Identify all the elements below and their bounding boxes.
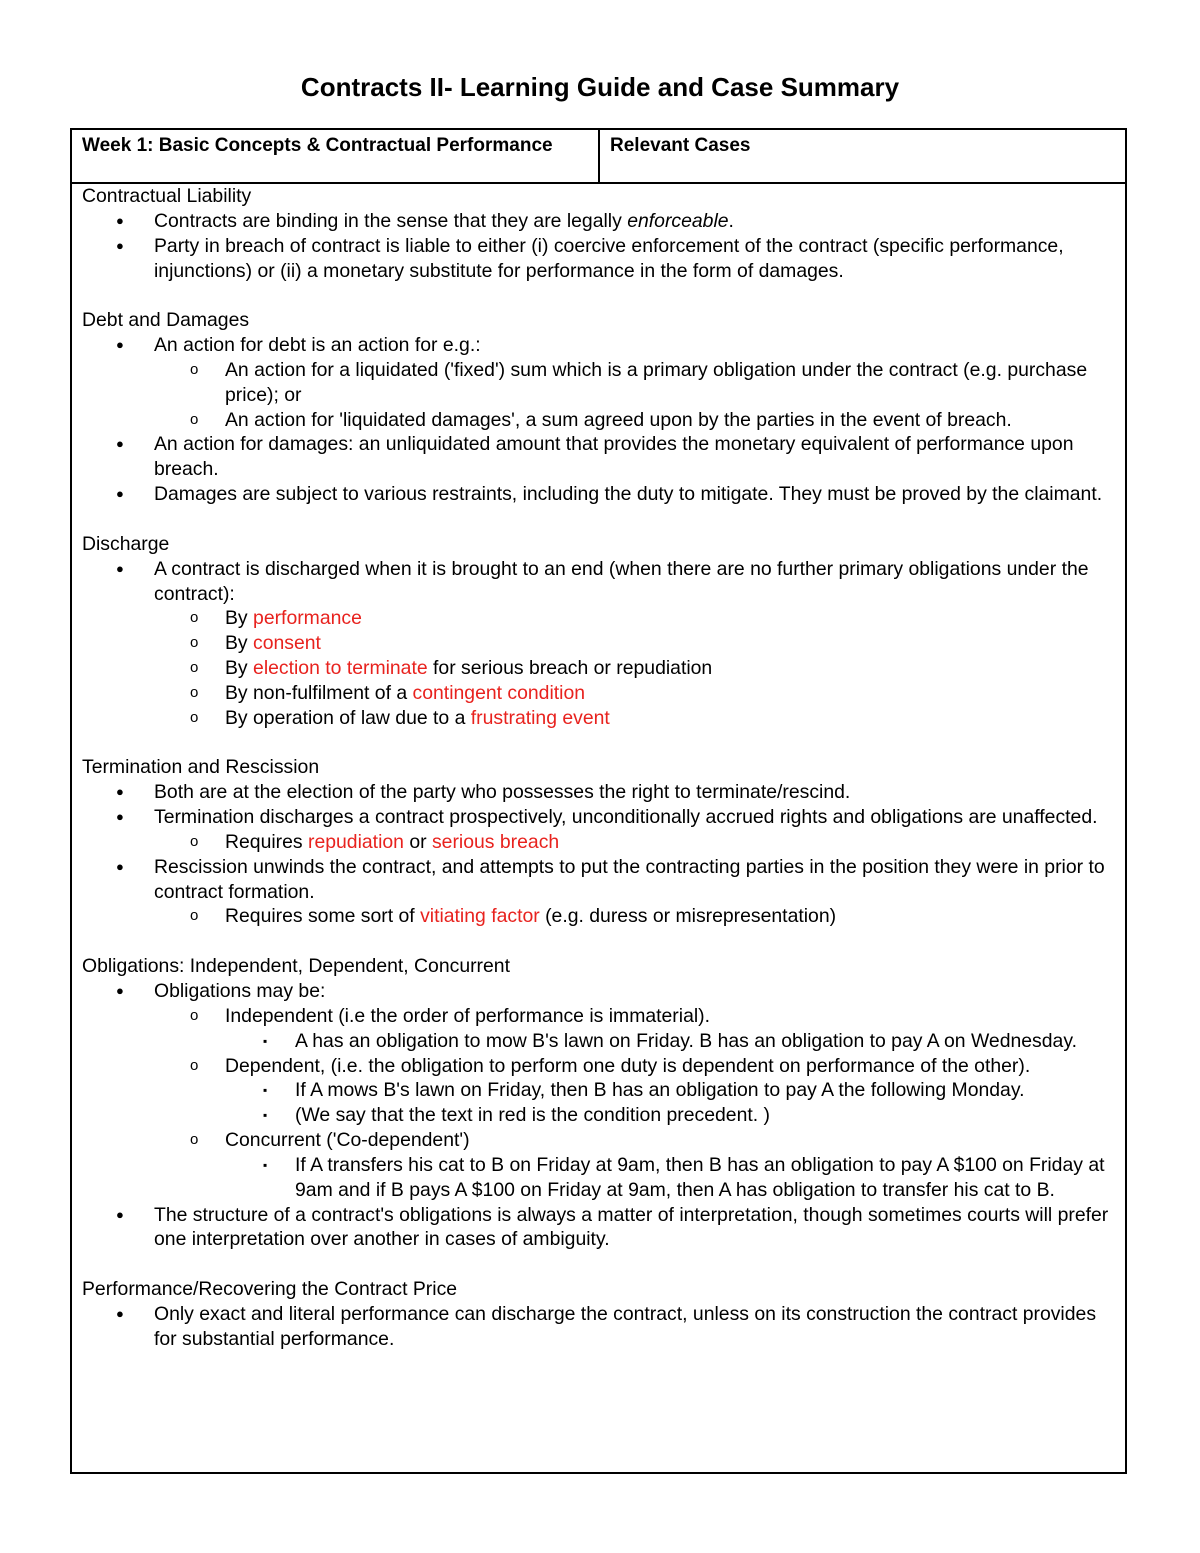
relevant-cases-heading: Relevant Cases — [610, 135, 751, 156]
sub-sub-bullet-item: ▪ (We say that the text in red is the condition precedent. ) — [82, 1103, 1115, 1128]
sub-bullet-item: o Dependent, (i.e. the obligation to perform one duty is dependent on performance of the other). — [82, 1054, 1115, 1079]
bullet-item: ● An action for damages: an unliquidated amount that provides the monetary equivalent of performance upon breach. — [82, 432, 1115, 482]
sub-bullet-item: o Requires repudiation or serious breach — [82, 830, 1115, 855]
section-debt-and-damages — [82, 308, 1115, 507]
bullet-item: ● A contract is discharged when it is brought to an end (when there are no further primary obligations under the contract): — [82, 557, 1115, 607]
sub-bullet-item: o By election to terminate for serious breach or repudiation — [82, 656, 1115, 681]
bullet-item: ● Both are at the election of the party who possesses the right to terminate/rescind. — [82, 780, 1115, 805]
sub-sub-bullet-item: ▪ If A transfers his cat to B on Friday at 9am, then B has an obligation to pay A $100 on Friday at 9am and if B pays A $100 on Friday at 9am, then A has obligation to transfer his cat to B. — [82, 1153, 1115, 1203]
sub-sub-bullet-item: ▪ A has an obligation to mow B's lawn on Friday. B has an obligation to pay A on Wednesday. — [82, 1029, 1115, 1054]
section-termination-rescission — [82, 755, 1115, 929]
bullet-item: ● Damages are subject to various restraints, including the duty to mitigate. They must be proved by the claimant. — [82, 482, 1115, 507]
section-title: Obligations: Independent, Dependent, Concurrent — [82, 955, 510, 978]
section-discharge — [82, 532, 1115, 731]
sub-bullet-item: o By non-fulfilment of a contingent condition — [82, 681, 1115, 706]
sub-bullet-item: o Requires some sort of vitiating factor (e.g. duress or misrepresentation) — [82, 904, 1115, 929]
sub-bullet-item: o An action for 'liquidated damages', a sum agreed upon by the parties in the event of breach. — [82, 408, 1115, 433]
sub-bullet-item: o Independent (i.e the order of performance is immaterial). — [82, 1004, 1115, 1029]
bullet-item: ● Termination discharges a contract prospectively, unconditionally accrued rights and obligations are unaffected. — [82, 805, 1115, 830]
section-title: Performance/Recovering the Contract Price — [82, 1278, 458, 1301]
table-header-row — [72, 130, 1125, 184]
bullet-item: ● Contracts are binding in the sense that they are legally enforceable. — [82, 209, 1115, 234]
sub-bullet-item: o By consent — [82, 631, 1115, 656]
bullet-item: ● Obligations may be: — [82, 979, 1115, 1004]
section-title: Debt and Damages — [82, 309, 250, 332]
section-obligations — [82, 954, 1115, 1252]
section-title: Discharge — [82, 532, 170, 555]
section-performance — [82, 1277, 1115, 1352]
bullet-item: ● An action for debt is an action for e.g.: — [82, 333, 1115, 358]
week-heading: Week 1: Basic Concepts & Contractual Performance — [72, 130, 600, 182]
sub-bullet-item: o An action for a liquidated ('fixed') sum which is a primary obligation under the contract (e.g. purchase price); or — [82, 358, 1115, 408]
sub-sub-bullet-item: ▪ If A mows B's lawn on Friday, then B has an obligation to pay A the following Monday. — [82, 1078, 1115, 1103]
sub-bullet-item: o Concurrent ('Co-dependent') — [82, 1128, 1115, 1153]
bullet-item: ● Rescission unwinds the contract, and attempts to put the contracting parties in the position they were in prior to contract formation. — [82, 855, 1115, 905]
section-title: Termination and Rescission — [82, 756, 320, 779]
bullet-item: ● Party in breach of contract is liable to either (i) coercive enforcement of the contract (specific performance, injunctions) or (ii) a monetary substitute for performance in the form of damages. — [82, 234, 1115, 284]
section-title: Contractual Liability — [82, 185, 252, 207]
table-body — [72, 184, 1125, 1352]
learning-guide-table — [70, 128, 1127, 1474]
sub-bullet-item: o By operation of law due to a frustrating event — [82, 706, 1115, 731]
sub-bullet-item: o By performance — [82, 606, 1115, 631]
section-contractual-liability — [82, 184, 1115, 283]
bullet-item: ● Only exact and literal performance can discharge the contract, unless on its construction the contract provides for substantial performance. — [82, 1302, 1115, 1352]
bullet-item: ● The structure of a contract's obligations is always a matter of interpretation, though sometimes courts will prefer one interpretation over another in cases of ambiguity. — [82, 1203, 1115, 1253]
document-title: Contracts II- Learning Guide and Case Summary — [300, 72, 900, 102]
